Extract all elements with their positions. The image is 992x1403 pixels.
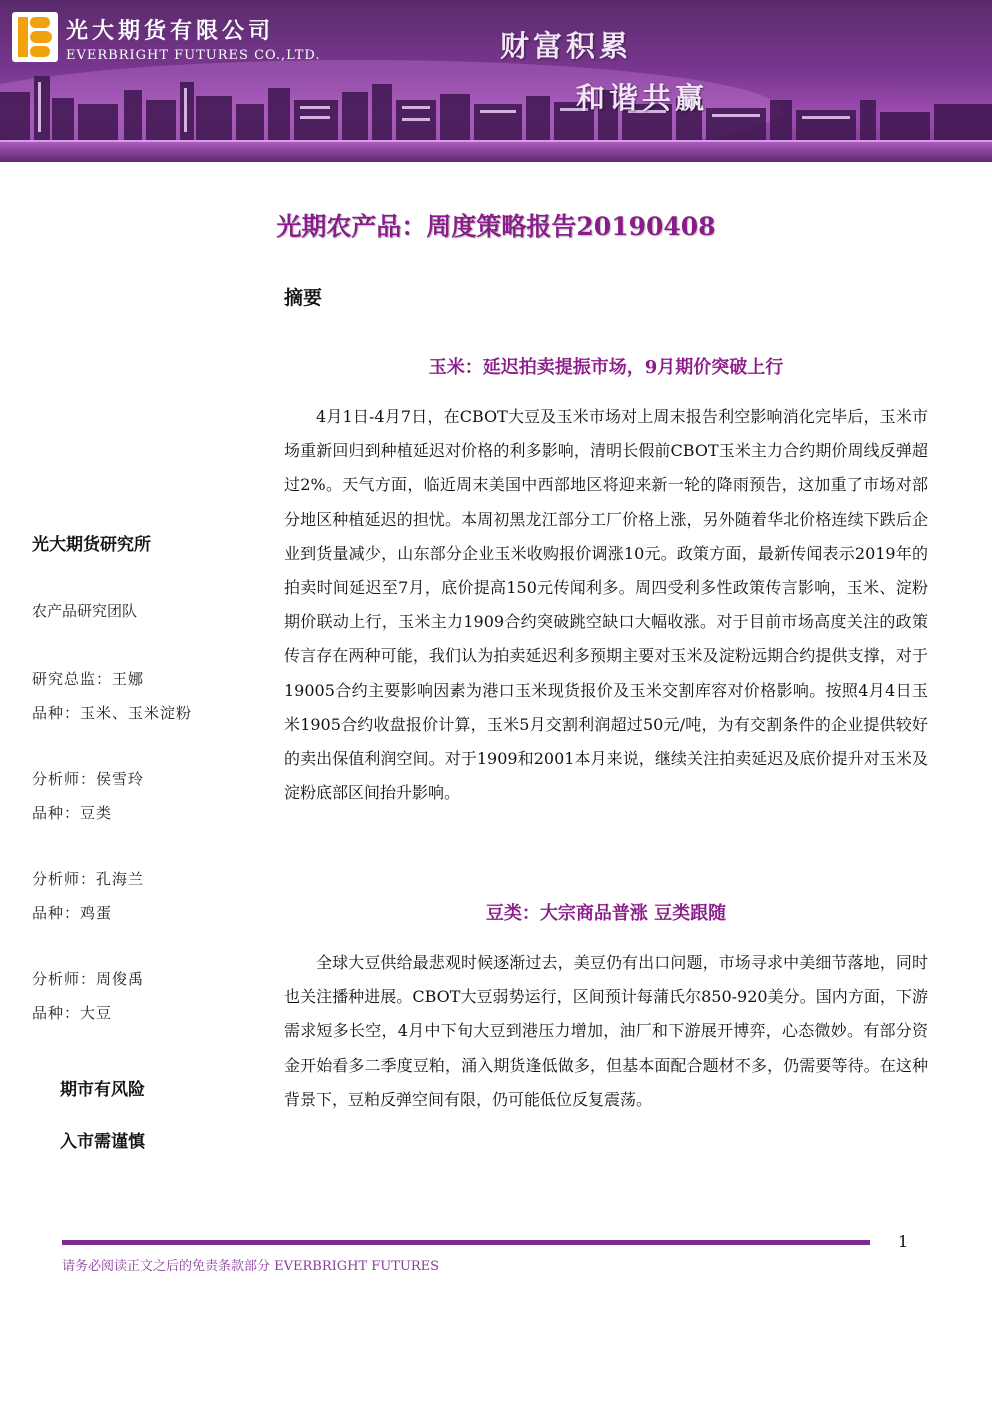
header-banner bbox=[0, 0, 992, 162]
sidebar-person-role: 分析师：侯雪玲 bbox=[32, 770, 145, 788]
section-body-soy: 全球大豆供给最悲观时候逐渐过去，美豆仍有出口问题，市场寻求中美细节落地，同时也关注播种进展。CBOT大豆弱势运行，区间预计每蒲氏尔850-920美分。国内方面，下游需求短多长空，4月中下旬大豆到港压力增加，油厂和下游展开博弈，心态微妙。有部分资金开始看多二季度豆粕，涌入期货逢低做多，但基本面配合题材不多，仍需要等待。在这种背景下，豆粕反弹空间有限，仍可能低位反复震荡。 bbox=[284, 953, 928, 1109]
abstract-heading: 摘要 bbox=[284, 287, 323, 309]
sidebar-person-variety: 品种：鸡蛋 bbox=[32, 904, 113, 922]
footer-divider bbox=[62, 1240, 870, 1245]
risk-warning-line-1: 期市有风险 bbox=[60, 1080, 145, 1100]
everbright-logo-icon bbox=[12, 12, 58, 62]
page-number: 1 bbox=[898, 1232, 909, 1251]
sidebar-person-role: 分析师：周俊禹 bbox=[32, 970, 145, 988]
slogan-line-2: 和谐共赢 bbox=[576, 81, 709, 115]
slogan-line-1: 财富积累 bbox=[500, 29, 633, 63]
sidebar-person-variety: 品种：玉米、玉米淀粉 bbox=[32, 704, 193, 722]
company-name-cn: 光大期货有限公司 bbox=[66, 19, 275, 44]
risk-warning-line-2: 入市需谨慎 bbox=[60, 1132, 145, 1152]
sidebar-person-variety: 品种：大豆 bbox=[32, 1004, 113, 1022]
footer-disclaimer: 请务必阅读正文之后的免责条款部分 EVERBRIGHT FUTURES bbox=[62, 1259, 440, 1274]
company-name-en: EVERBRIGHT FUTURES CO.,LTD. bbox=[66, 48, 321, 63]
section-heading-corn: 玉米：延迟拍卖提振市场，9月期价突破上行 bbox=[428, 357, 784, 378]
sidebar-person-role: 分析师：孔海兰 bbox=[32, 870, 145, 888]
sidebar-team: 农产品研究团队 bbox=[32, 602, 138, 620]
section-body-corn: 4月1日-4月7日，在CBOT大豆及玉米市场对上周末报告利空影响消化完毕后，玉米市场重新回归到种植延迟对价格的利多影响，清明长假前CBOT玉米主力合约期价周线反弹超过2%。天气方面，临近周末美国中西部地区将迎来新一轮的降雨预告，这加重了市场对部分地区种植延迟的担忧。本周初黑龙江部分工厂价格上涨，另外随着华北价格连续下跌后企业到货量减少，山东部分企业玉米收购报价调涨10元。政策方面，最新传闻表示2019年的拍卖时间延迟至7月，底价提高150元传闻利多。周四受利多性政策传言影响，玉米、淀粉期价联动上行，玉米主力1909合约突破跳空缺口大幅收涨。对于目前市场高度关注的政策传言存在两种可能，我们认为拍卖延迟利多预期主要对玉米及淀粉远期合约提供支撑，对于19005合约主要影响因素为港口玉米现货报价及玉米交割库容对价格影响。按照4月4日玉米1905合约收盘报价计算，玉米5月交割利润超过50元/吨，为有交割条件的企业提供较好的卖出保值利润空间。对于1909和2001本月来说，继续关注拍卖延迟及底价提升对玉米及淀粉底部区间抬升影响。 bbox=[284, 407, 928, 803]
sidebar-person-variety: 品种：豆类 bbox=[32, 804, 113, 822]
report-title: 光期农产品：周度策略报告20190408 bbox=[276, 212, 716, 241]
sidebar-person-role: 研究总监：王娜 bbox=[32, 670, 145, 688]
sidebar-institute: 光大期货研究所 bbox=[32, 535, 151, 555]
section-heading-soy: 豆类：大宗商品普涨 豆类跟随 bbox=[485, 903, 727, 924]
